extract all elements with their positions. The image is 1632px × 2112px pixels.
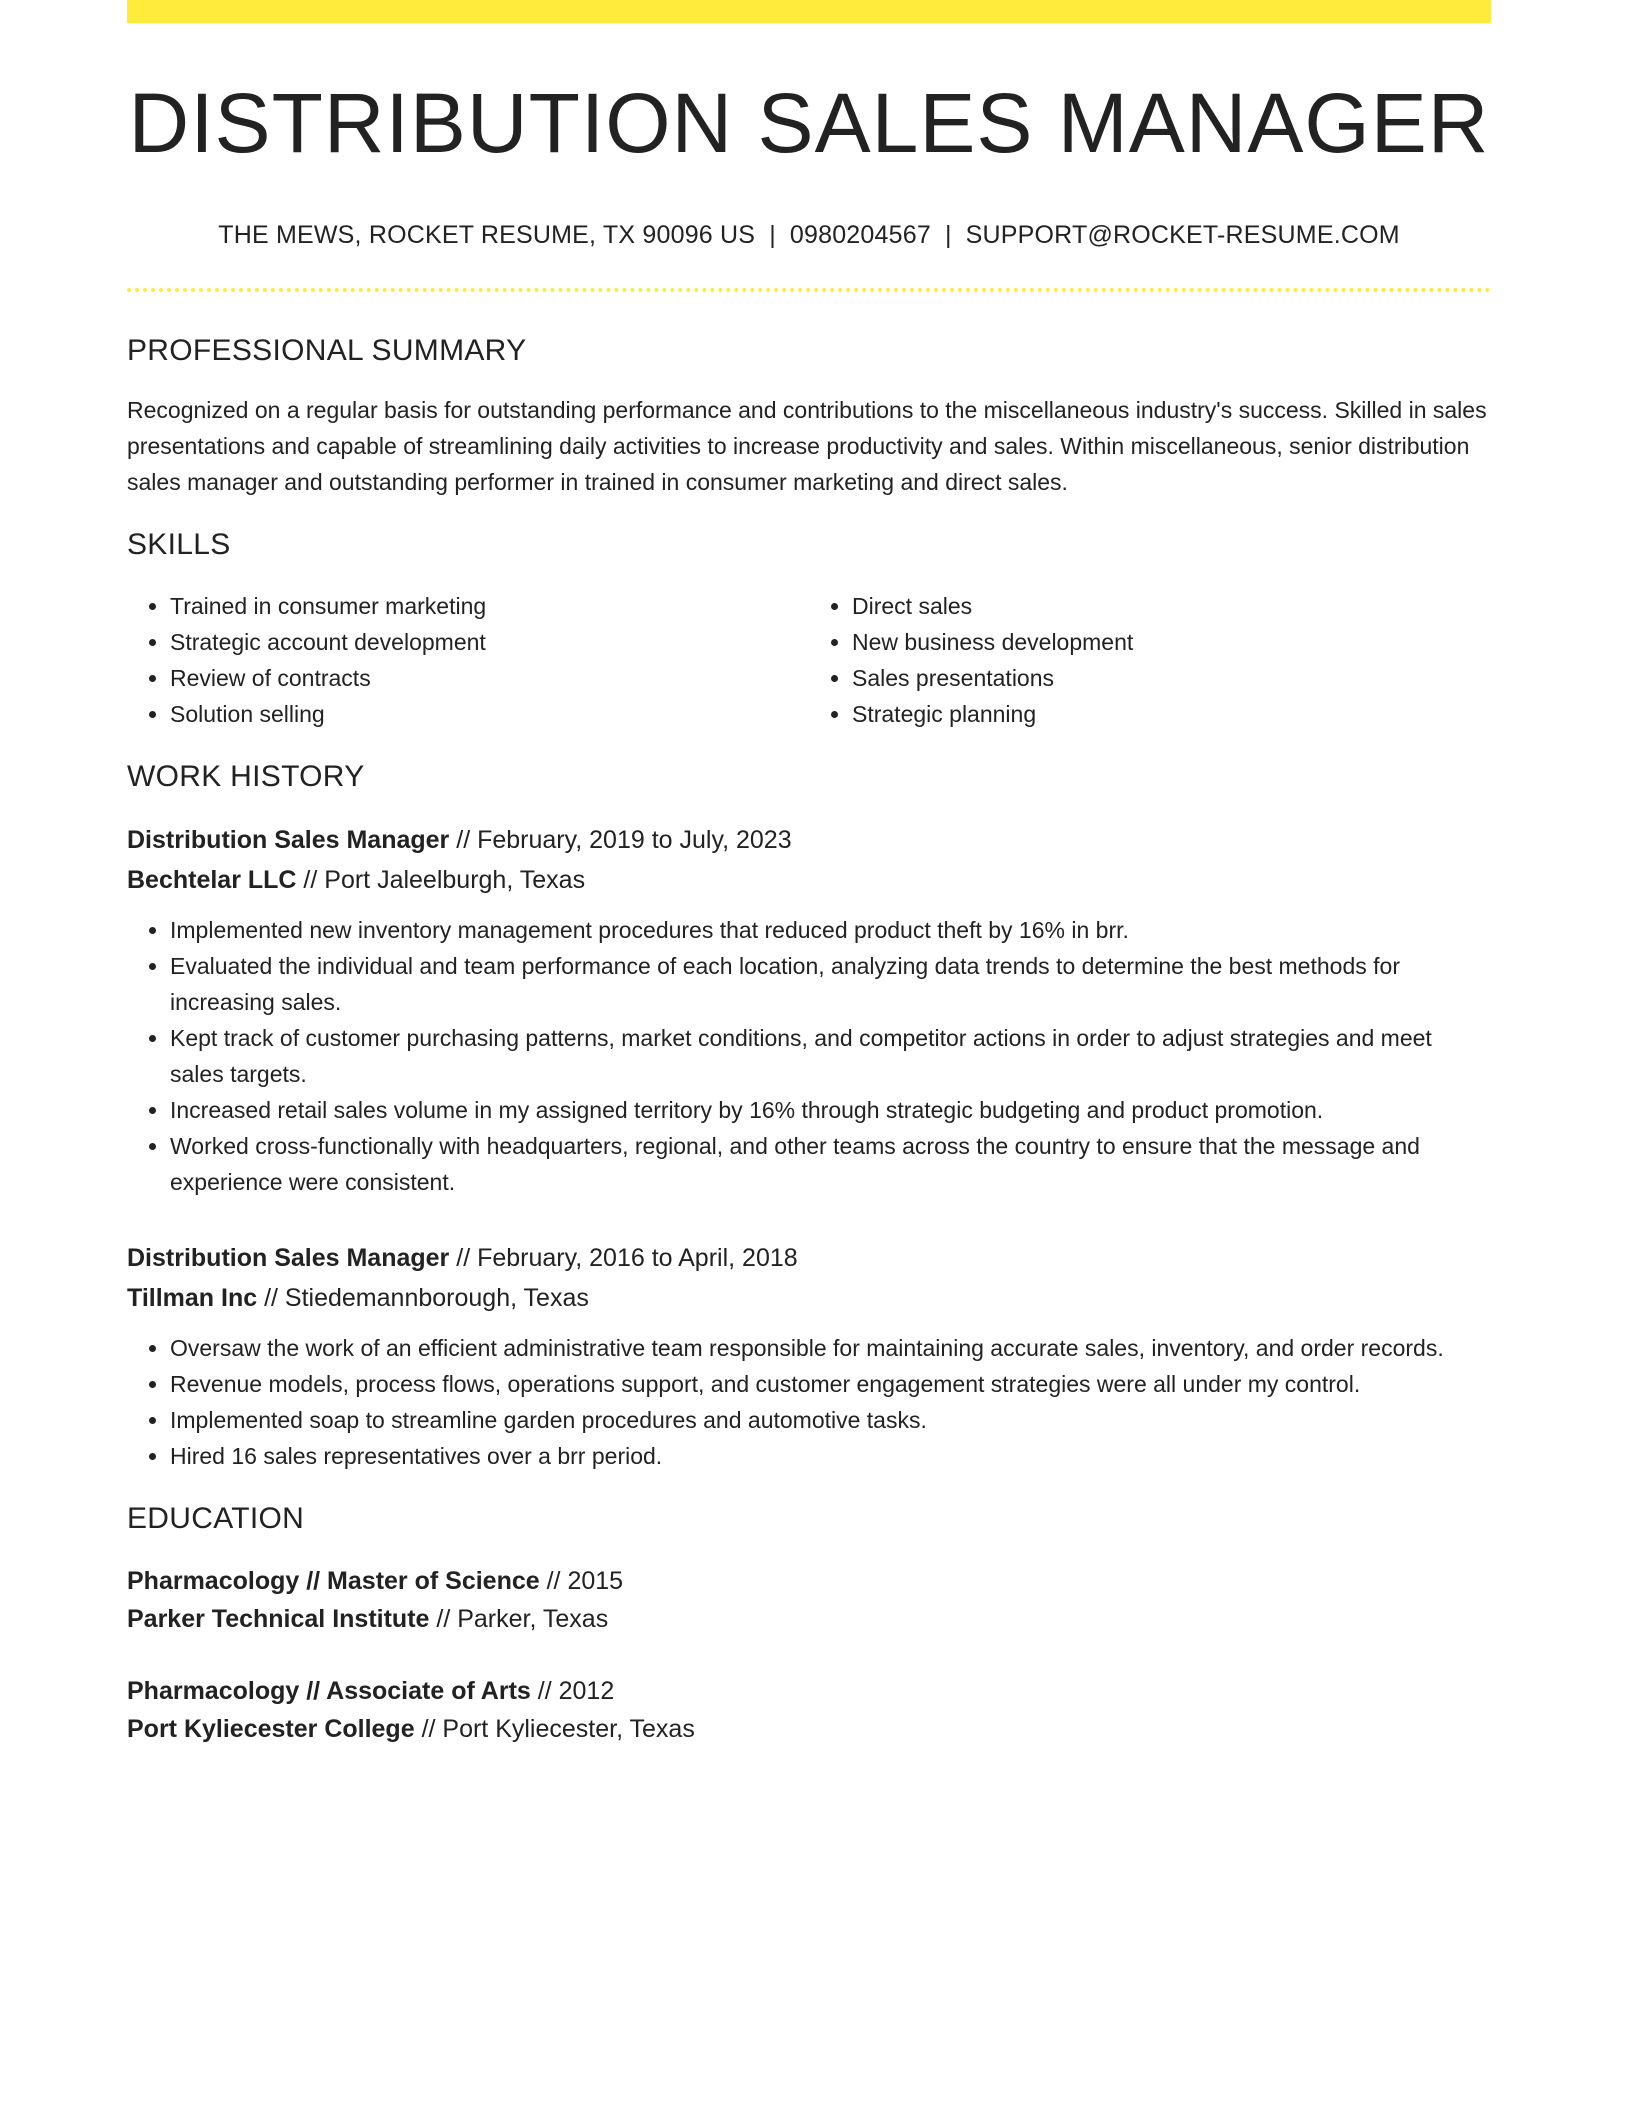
job-bullets [127, 912, 1491, 1200]
job-bullet: • Hired 16 sales representatives over a brr period. [170, 1438, 1491, 1474]
education-entry [127, 1672, 1491, 1748]
skills-list [127, 588, 1491, 732]
job-entry [127, 1238, 1491, 1474]
contact-phone: 0980204567 [789, 221, 931, 249]
skill-item: • Solution selling [170, 696, 809, 732]
education-degree: Pharmacology // Associate of Arts [127, 1677, 531, 1705]
job-entry [127, 820, 1491, 1200]
job-dates: // February, 2016 to April, 2018 [449, 1244, 798, 1272]
education-school: Port Kyliecester College [127, 1715, 415, 1743]
education-school: Parker Technical Institute [127, 1605, 430, 1633]
skill-item: • New business development [852, 624, 1491, 660]
job-location: // Stiedemannborough, Texas [257, 1284, 589, 1312]
skill-item: • Trained in consumer marketing [170, 588, 809, 624]
education-school-line [127, 1600, 1491, 1638]
education-degree-line [127, 1562, 1491, 1600]
skill-item: • Direct sales [852, 588, 1491, 624]
skill-item: • Strategic planning [852, 696, 1491, 732]
job-bullet: • Increased retail sales volume in my assigned territory by 16% through strategic budgeting and product promotion. [170, 1092, 1491, 1128]
accent-bar [127, 0, 1491, 23]
skill-item: • Sales presentations [852, 660, 1491, 696]
education-location: // Port Kyliecester, Texas [414, 1715, 695, 1743]
job-company-line [127, 1278, 1491, 1318]
contact-line [127, 221, 1491, 250]
contact-separator: | [944, 221, 952, 249]
skills-heading: SKILLS [127, 528, 231, 561]
candidate-title: DISTRIBUTION SALES MANAGER [128, 76, 1490, 170]
job-company-line [127, 860, 1491, 900]
job-company: Tillman Inc [127, 1284, 258, 1312]
summary-text: Recognized on a regular basis for outstanding performance and contributions to the miscellaneous industry's success. Skilled in sales presentations and capable of streamlining daily activities to increase productivity and sales. Within miscellaneous, senior distribution sales manager and outstanding performer in trained in consumer marketing and direct sales. [127, 397, 1487, 495]
skills-column-right [809, 588, 1491, 732]
job-company: Bechtelar LLC [127, 866, 297, 894]
job-role: Distribution Sales Manager [127, 1244, 450, 1272]
contact-email: SUPPORT@ROCKET-RESUME.COM [965, 221, 1400, 249]
job-bullets [127, 1330, 1491, 1474]
job-bullet: • Kept track of customer purchasing patterns, market conditions, and competitor actions in order to adjust strategies and meet sales targets. [170, 1020, 1491, 1092]
skill-item: • Strategic account development [170, 624, 809, 660]
education-location: // Parker, Texas [429, 1605, 609, 1633]
job-bullet: • Implemented soap to streamline garden procedures and automotive tasks. [170, 1402, 1491, 1438]
education-year: // 2012 [530, 1677, 615, 1705]
resume-page [127, 0, 1491, 1748]
summary-heading: PROFESSIONAL SUMMARY [127, 334, 527, 367]
job-bullet: • Worked cross-functionally with headquarters, regional, and other teams across the country to ensure that the message and experience were consistent. [170, 1128, 1491, 1200]
job-title-line [127, 820, 1491, 860]
education-entry [127, 1562, 1491, 1638]
work-history-heading: WORK HISTORY [127, 760, 365, 793]
job-bullet: • Evaluated the individual and team performance of each location, analyzing data trends to determine the best methods for increasing sales. [170, 948, 1491, 1020]
skill-item: • Review of contracts [170, 660, 809, 696]
skills-column-left [127, 588, 809, 732]
job-bullet: • Revenue models, process flows, operations support, and customer engagement strategies were all under my control. [170, 1366, 1491, 1402]
job-dates: // February, 2019 to July, 2023 [449, 826, 792, 854]
contact-separator: | [769, 221, 776, 249]
education-year: // 2015 [539, 1567, 624, 1595]
education-heading: EDUCATION [127, 1502, 305, 1535]
job-bullet: • Implemented new inventory management procedures that reduced product theft by 16% in brr. [170, 912, 1491, 948]
education-degree: Pharmacology // Master of Science [127, 1567, 540, 1595]
education-school-line [127, 1710, 1491, 1748]
job-location: // Port Jaleelburgh, Texas [296, 866, 586, 894]
job-bullet: • Oversaw the work of an efficient administrative team responsible for maintaining accurate sales, inventory, and order records. [170, 1330, 1491, 1366]
education-degree-line [127, 1672, 1491, 1710]
job-title-line [127, 1238, 1491, 1278]
contact-address: THE MEWS, ROCKET RESUME, TX 90096 US [218, 221, 756, 249]
job-role: Distribution Sales Manager [127, 826, 450, 854]
dotted-divider [127, 288, 1491, 292]
